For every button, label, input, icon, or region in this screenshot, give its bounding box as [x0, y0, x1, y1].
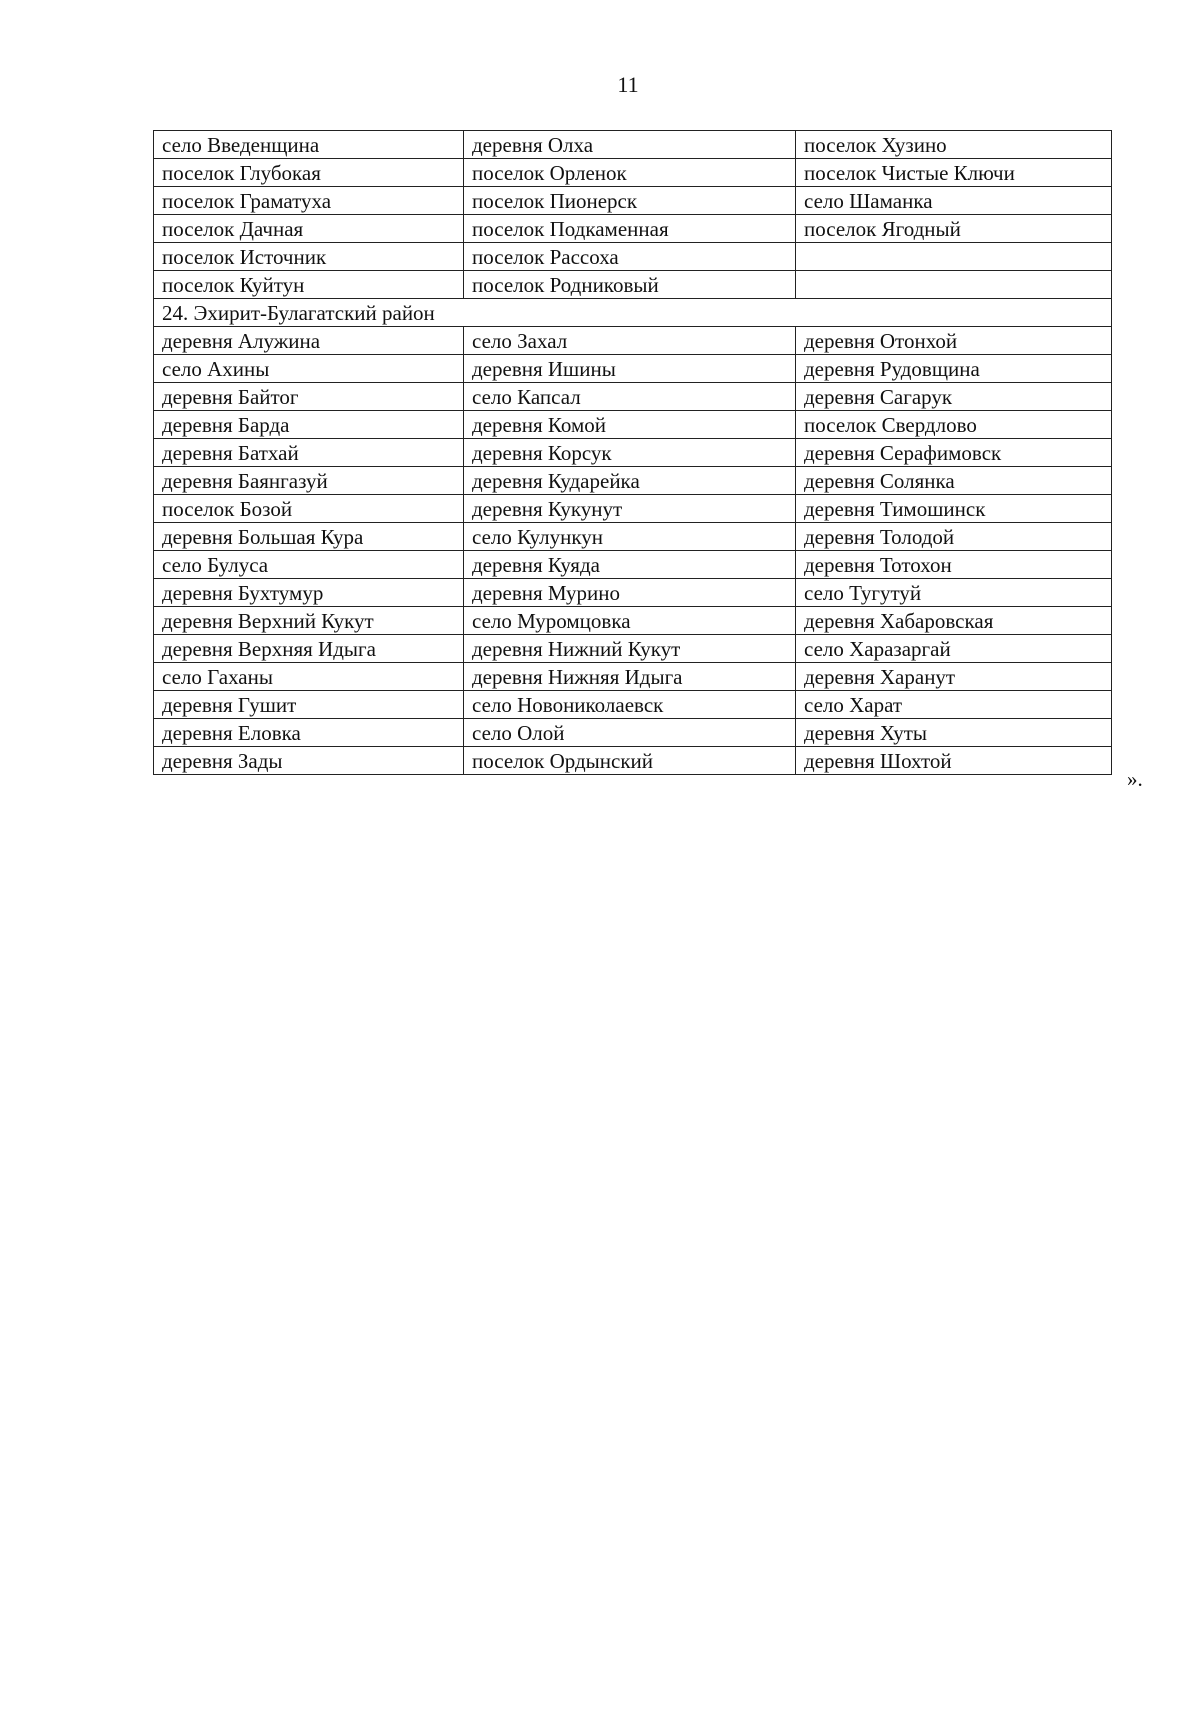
table-cell: деревня Корсук — [464, 439, 796, 467]
table-row — [154, 747, 1112, 775]
table-cell: село Новониколаевск — [464, 691, 796, 719]
table-cell: поселок Дачная — [154, 215, 464, 243]
table-row — [154, 579, 1112, 607]
table-cell: поселок Ягодный — [796, 215, 1112, 243]
table-cell: поселок Граматуха — [154, 187, 464, 215]
settlements-table-bottom — [154, 327, 1112, 775]
table-row — [154, 411, 1112, 439]
table-row — [154, 691, 1112, 719]
table-row — [154, 243, 1112, 271]
table-cell: деревня Отонхой — [796, 327, 1112, 355]
table-cell: деревня Куяда — [464, 551, 796, 579]
table-row — [154, 635, 1112, 663]
table-cell: деревня Барда — [154, 411, 464, 439]
table-cell: село Введенщина — [154, 131, 464, 159]
table-cell: село Тугутуй — [796, 579, 1112, 607]
table-cell: поселок Подкаменная — [464, 215, 796, 243]
table-cell: деревня Кударейка — [464, 467, 796, 495]
table-row — [154, 663, 1112, 691]
table-cell: поселок Бозой — [154, 495, 464, 523]
settlements-table-top — [154, 131, 1112, 299]
table-cell: поселок Родниковый — [464, 271, 796, 299]
table-cell: деревня Нижний Кукут — [464, 635, 796, 663]
table-cell: село Захал — [464, 327, 796, 355]
table-cell: поселок Орленок — [464, 159, 796, 187]
table-cell: деревня Ишины — [464, 355, 796, 383]
table-row — [154, 719, 1112, 747]
table-row — [154, 439, 1112, 467]
table-cell: поселок Источник — [154, 243, 464, 271]
table-row — [154, 467, 1112, 495]
table-cell: деревня Нижняя Идыга — [464, 663, 796, 691]
table-cell: деревня Байтог — [154, 383, 464, 411]
table-cell: деревня Хабаровская — [796, 607, 1112, 635]
table-row — [154, 523, 1112, 551]
table-cell: деревня Бухтумур — [154, 579, 464, 607]
table-cell: село Гаханы — [154, 663, 464, 691]
table-cell: поселок Чистые Ключи — [796, 159, 1112, 187]
table-cell: деревня Шохтой — [796, 747, 1112, 775]
table-row — [154, 187, 1112, 215]
table-row — [154, 607, 1112, 635]
table-cell: деревня Тимошинск — [796, 495, 1112, 523]
table-cell: деревня Большая Кура — [154, 523, 464, 551]
table-row — [154, 215, 1112, 243]
table-row — [154, 495, 1112, 523]
table-row — [154, 551, 1112, 579]
table-cell: деревня Зады — [154, 747, 464, 775]
table-row — [154, 159, 1112, 187]
closing-quote: ». — [1127, 767, 1143, 791]
table-cell: поселок Глубокая — [154, 159, 464, 187]
table-cell: деревня Еловка — [154, 719, 464, 747]
table-cell: село Муромцовка — [464, 607, 796, 635]
table-cell: деревня Алужина — [154, 327, 464, 355]
table-cell: деревня Комой — [464, 411, 796, 439]
table-cell: село Харазаргай — [796, 635, 1112, 663]
table-row — [154, 383, 1112, 411]
table-cell: деревня Гушит — [154, 691, 464, 719]
table-cell: поселок Свердлово — [796, 411, 1112, 439]
table-cell: село Харат — [796, 691, 1112, 719]
table-cell: деревня Харанут — [796, 663, 1112, 691]
table-cell: село Шаманка — [796, 187, 1112, 215]
table-cell: деревня Мурино — [464, 579, 796, 607]
table-cell — [796, 271, 1112, 299]
table-cell: село Булуса — [154, 551, 464, 579]
table-cell: поселок Ордынский — [464, 747, 796, 775]
table-cell: село Капсал — [464, 383, 796, 411]
table-cell: село Олой — [464, 719, 796, 747]
table-cell: село Кулункун — [464, 523, 796, 551]
table-cell — [796, 243, 1112, 271]
table-row — [154, 271, 1112, 299]
table-cell: деревня Тотохон — [796, 551, 1112, 579]
table-cell: деревня Верхний Кукут — [154, 607, 464, 635]
table-cell: деревня Сагарук — [796, 383, 1112, 411]
table-row — [154, 327, 1112, 355]
table-cell: деревня Батхай — [154, 439, 464, 467]
table-cell: деревня Олха — [464, 131, 796, 159]
table-cell: поселок Рассоха — [464, 243, 796, 271]
table-row — [154, 131, 1112, 159]
table-cell: деревня Солянка — [796, 467, 1112, 495]
table-cell: поселок Хузино — [796, 131, 1112, 159]
table-cell: деревня Рудовщина — [796, 355, 1112, 383]
table-cell: село Ахины — [154, 355, 464, 383]
section-heading-row — [154, 299, 1112, 327]
section-heading: 24. Эхирит-Булагатский район — [154, 299, 1112, 327]
table-cell: деревня Хуты — [796, 719, 1112, 747]
page-number: 11 — [617, 72, 639, 97]
table-cell: деревня Баянгазуй — [154, 467, 464, 495]
table-cell: поселок Пионерск — [464, 187, 796, 215]
table-cell: деревня Толодой — [796, 523, 1112, 551]
settlements-table — [153, 130, 1112, 775]
table-cell: деревня Серафимовск — [796, 439, 1112, 467]
table-row — [154, 355, 1112, 383]
section-heading-group — [154, 299, 1112, 327]
table-cell: поселок Куйтун — [154, 271, 464, 299]
table-cell: деревня Верхняя Идыга — [154, 635, 464, 663]
table-cell: деревня Кукунут — [464, 495, 796, 523]
